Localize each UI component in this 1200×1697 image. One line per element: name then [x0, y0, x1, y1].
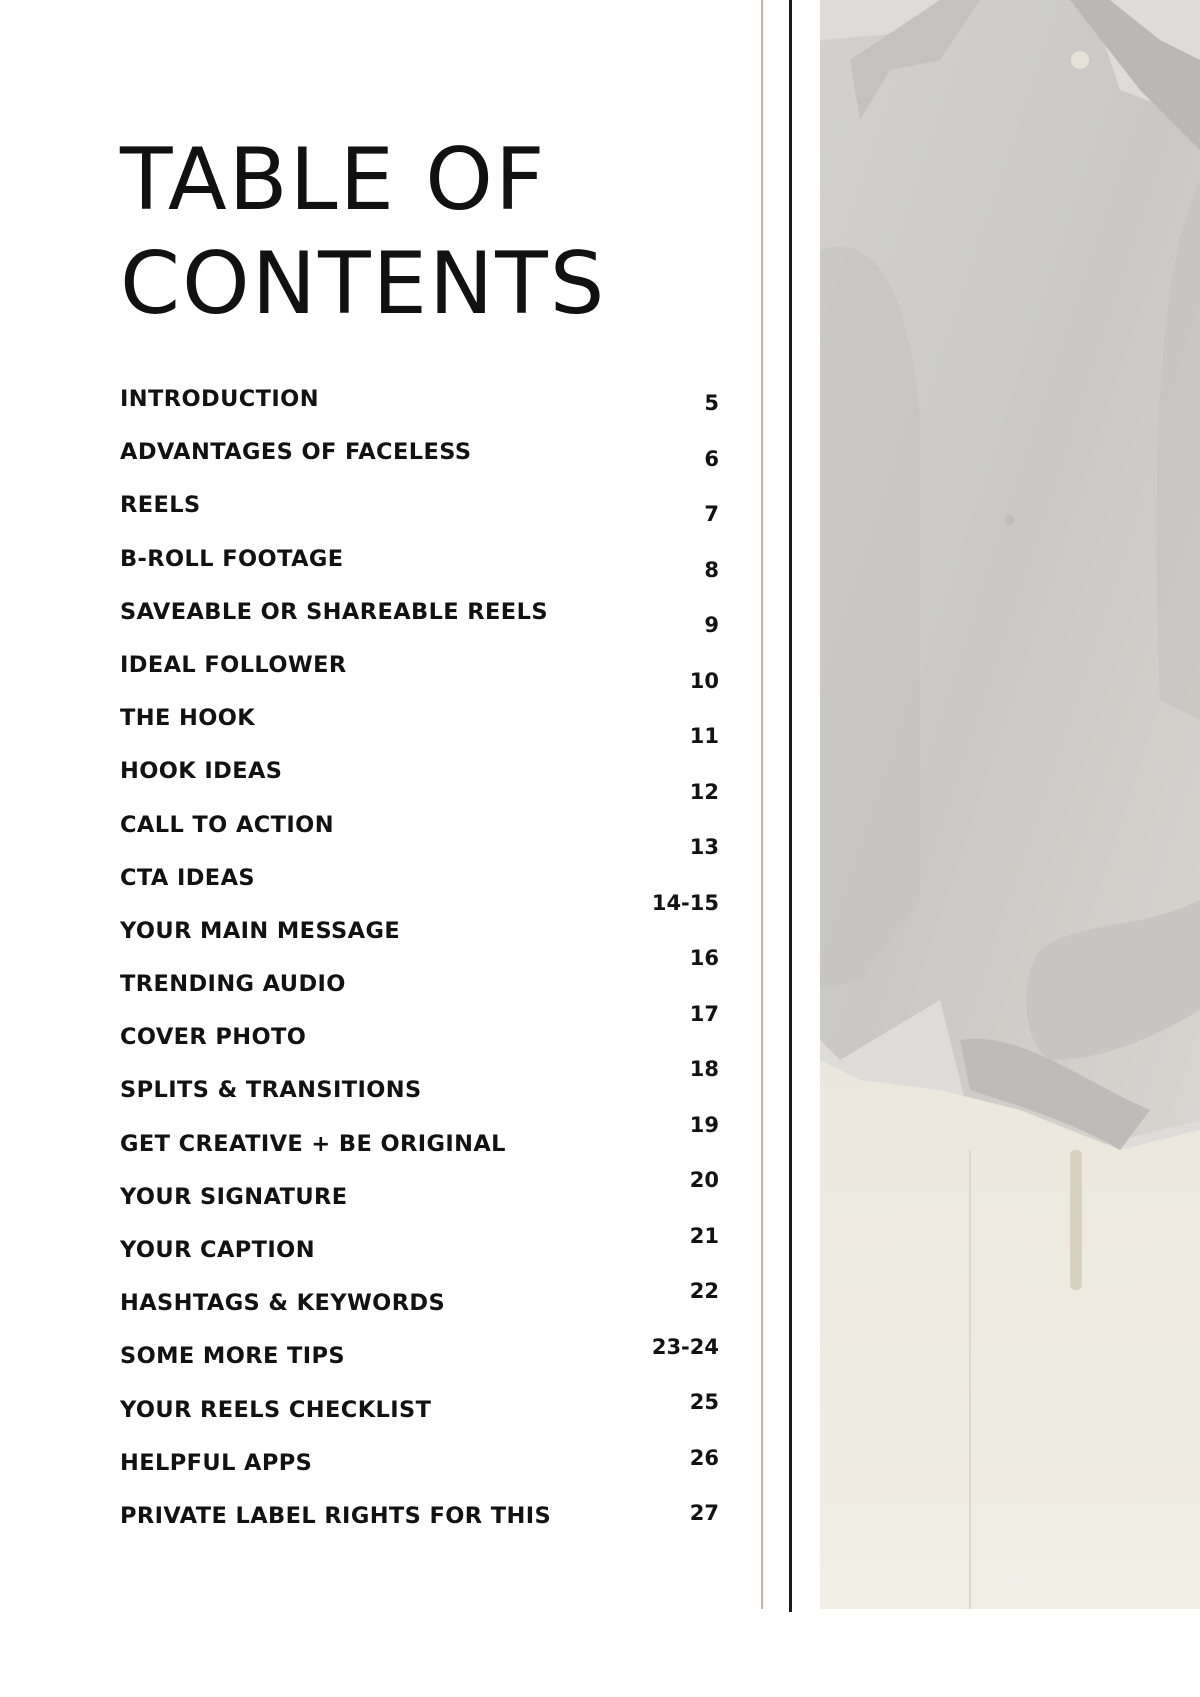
toc-entry-label[interactable]: HOOK IDEAS [120, 758, 283, 785]
toc-entry-label[interactable]: THE HOOK [120, 705, 256, 732]
toc-entry-label[interactable]: SOME MORE TIPS [120, 1343, 345, 1370]
toc-entry-page[interactable]: 25 [689, 1390, 719, 1414]
toc-entry-page[interactable]: 17 [689, 1001, 719, 1026]
toc-entry-label[interactable]: GET CREATIVE + BE ORIGINAL [120, 1130, 506, 1157]
toc-entry-page[interactable]: 14-15 [651, 890, 719, 915]
toc-entry-label[interactable]: TRENDING AUDIO [120, 971, 346, 998]
fashion-photo [820, 0, 1200, 1609]
toc-entry-page[interactable]: 27 [689, 1501, 719, 1525]
toc-entry-label[interactable]: PRIVATE LABEL RIGHTS FOR THIS [120, 1502, 552, 1529]
toc-label-list [120, 383, 551, 1553]
toc-entry-label[interactable]: INTRODUCTION [120, 386, 319, 412]
page-title [120, 128, 606, 336]
toc-entry-page[interactable]: 9 [704, 613, 719, 637]
toc-entry-page[interactable]: 6 [704, 446, 719, 471]
toc-entry-page[interactable]: 18 [689, 1057, 719, 1081]
toc-page-number-list [652, 387, 719, 1553]
toc-entry-page[interactable]: 23-24 [651, 1334, 719, 1359]
toc-entry-page[interactable]: 8 [704, 557, 719, 582]
toc-entry-label[interactable]: YOUR MAIN MESSAGE [120, 917, 401, 944]
toc-entry-page[interactable]: 20 [689, 1168, 719, 1192]
toc-entry-page[interactable]: 22 [689, 1279, 719, 1303]
toc-entry-label[interactable]: COVER PHOTO [120, 1024, 307, 1051]
toc-entry-label[interactable]: YOUR CAPTION [120, 1237, 315, 1263]
toc-entry-page[interactable]: 19 [689, 1112, 719, 1137]
toc-entry-label[interactable]: HASHTAGS & KEYWORDS [120, 1290, 446, 1317]
toc-entry-page[interactable]: 7 [704, 502, 719, 526]
toc-entry-label[interactable]: IDEAL FOLLOWER [120, 651, 347, 678]
toc-entry-label[interactable]: REELS [120, 492, 201, 519]
toc-entry-page[interactable]: 21 [689, 1223, 719, 1248]
toc-entry-page[interactable]: 13 [689, 835, 719, 859]
toc-entry-label[interactable]: CTA IDEAS [120, 864, 255, 891]
page-title-line-1: TABLE OF [120, 130, 547, 230]
toc-entry-label[interactable]: B-ROLL FOOTAGE [120, 545, 344, 572]
toc-entry-page[interactable]: 12 [689, 779, 719, 804]
toc-entry-page[interactable]: 5 [704, 391, 719, 415]
toc-entry-label[interactable]: YOUR REELS CHECKLIST [120, 1396, 432, 1423]
toc-entry-label[interactable]: HELPFUL APPS [120, 1449, 313, 1476]
dark-vertical-rule [789, 0, 792, 1612]
accent-vertical-rule [761, 0, 763, 1609]
toc-entry-label[interactable]: SPLITS & TRANSITIONS [120, 1077, 422, 1104]
toc-entry-label[interactable]: SAVEABLE OR SHAREABLE REELS [120, 598, 548, 625]
page-title-line-2: CONTENTS [120, 234, 607, 334]
toc-entry-page[interactable]: 11 [689, 724, 719, 748]
toc-entry-page[interactable]: 16 [689, 946, 719, 970]
shirt-photo-illustration [820, 0, 1200, 1609]
toc-entry-label[interactable]: CALL TO ACTION [120, 811, 334, 838]
toc-entry-label[interactable]: YOUR SIGNATURE [120, 1183, 348, 1210]
toc-entry-page[interactable]: 10 [689, 668, 719, 693]
toc-entry-label[interactable]: ADVANTAGES OF FACELESS [120, 439, 472, 466]
toc-entry-page[interactable]: 26 [689, 1445, 719, 1470]
